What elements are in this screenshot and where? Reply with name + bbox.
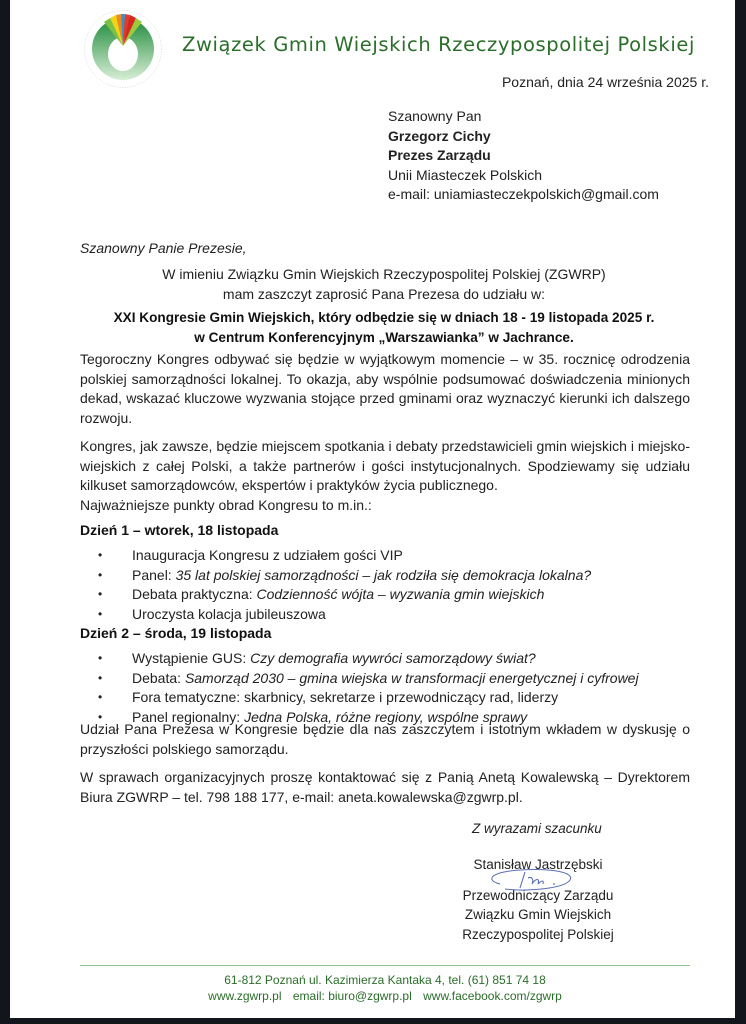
- footer-email-link[interactable]: email: biuro@zgwrp.pl: [292, 989, 412, 1003]
- addressee-email: e-mail: uniamiasteczekpolskich@gmail.com: [388, 186, 659, 202]
- invite-line: w Centrum Konferencyjnym „Warszawianka” w Jachrance.: [194, 329, 574, 345]
- addressee-position: Prezes Zarządu: [388, 147, 491, 163]
- intro-line: W imieniu Związku Gmin Wiejskich Rzeczypospolitej Polskiej (ZGWRP): [162, 266, 606, 282]
- bullet-icon: •: [98, 548, 103, 562]
- intro-line: mam zaszczyt zaprosić Pana Prezesa do udziału w:: [222, 285, 546, 302]
- agenda-list-day-1: [98, 546, 591, 624]
- agenda-item: • Wystąpienie GUS: Czy demografia wywróci samorządowy świat?: [98, 649, 639, 669]
- organization-title: Związek Gmin Wiejskich Rzeczypospolitej Polskiej: [182, 33, 695, 56]
- addressee-block: [388, 107, 659, 205]
- addressee-organization: Unii Miasteczek Polskich: [388, 166, 543, 183]
- invite-line: XXI Kongresie Gmin Wiejskich, który odbędzie się w dniach 18 - 19 listopada 2025 r.: [113, 310, 655, 325]
- agenda-item: • Panel regionalny: Jedna Polska, różne regiony, wspólne sprawy: [98, 708, 639, 728]
- bullet-icon: •: [98, 567, 103, 582]
- agenda-intro: Najważniejsze punkty obrad Kongresu to m.in.:: [80, 497, 372, 513]
- day-heading: Dzień 1 – wtorek, 18 listopada: [80, 522, 279, 538]
- signatory-name: Stanisław Jastrzębski: [473, 857, 603, 872]
- bullet-icon: •: [98, 690, 103, 705]
- bullet-icon: •: [98, 606, 103, 621]
- footer-facebook-link[interactable]: www.facebook.com/zgwrp: [423, 989, 562, 1003]
- agenda-item: • Uroczysta kolacja jubileuszowa: [98, 605, 591, 625]
- paragraph: Kongres, jak zawsze, będzie miejscem spotkania i debaty przedstawicieli gmin wiejskich i miejsko-wiejskich z całej Polski, a także partnerów i gości instytucjonalnych. Spodziewamy się udziału kilkuset samorządowców, ekspertów i praktyków życia publicznego.: [80, 438, 690, 493]
- bullet-icon: •: [98, 709, 103, 724]
- agenda-item: • Inauguracja Kongresu z udziałem gości VIP: [98, 546, 591, 566]
- agenda-item: • Fora tematyczne: skarbnicy, sekretarze i przewodniczący rad, liderzy: [98, 688, 639, 708]
- closing-phrase: Z wyrazami szacunku: [472, 821, 602, 836]
- letter-page: [10, 0, 735, 1018]
- footer: [80, 972, 690, 1004]
- day-heading: Dzień 2 – środa, 19 listopada: [80, 625, 272, 641]
- addressee-greeting: Szanowny Pan: [388, 108, 482, 124]
- handwritten-signature-icon: [480, 862, 590, 896]
- agenda-list-day-2: [98, 649, 639, 727]
- addressee-name: Grzegorz Cichy: [388, 127, 491, 144]
- paragraph: Udział Pana Prezesa w Kongresie będzie dla nas zaszczytem i istotnym wkładem w dyskusję o przyszłości polskiego samorządu.: [80, 721, 690, 757]
- signatory-title: Przewodniczący Zarządu: [462, 887, 614, 903]
- footer-links: [80, 988, 690, 1004]
- paragraph: Tegoroczny Kongres odbywać się będzie w wyjątkowym momencie – w 35. rocznicę odrodzenia polskiej samorządności lokalnej. To okazja, aby wspólnie podsumować doświadczenia minionych dekad, wskazać kluczowe wyzwania stojące przed gminami oraz wyznaczyć kierunki ich dalszego rozwoju.: [80, 351, 690, 426]
- signatory-title: Rzeczypospolitej Polskiej: [462, 926, 614, 942]
- agenda-item: • Debata praktyczna: Codzienność wójta – wyzwania gmin wiejskich: [98, 585, 591, 605]
- letter-date: Poznań, dnia 24 września 2025 r.: [501, 74, 709, 90]
- bullet-icon: •: [98, 651, 103, 665]
- zgwrp-logo-icon: [80, 8, 166, 88]
- signatory-title: Związku Gmin Wiejskich: [464, 907, 612, 922]
- intro-text: [80, 265, 688, 304]
- footer-divider: [80, 965, 690, 966]
- agenda-item: • Debata: Samorząd 2030 – gmina wiejska w transformacji energetycznej i cyfrowej: [98, 669, 639, 689]
- bullet-icon: •: [98, 670, 103, 685]
- footer-website-link[interactable]: www.zgwrp.pl: [208, 989, 282, 1003]
- agenda-item: • Panel: 35 lat polskiej samorządności – jak rodziła się demokracja lokalna?: [98, 566, 591, 586]
- salutation: Szanowny Panie Prezesie,: [80, 240, 247, 256]
- invitation-event: [80, 308, 688, 347]
- contact-paragraph: W sprawach organizacyjnych proszę kontaktować się z Panią Anetą Kowalewską – Dyrektorem Biura ZGWRP – tel. 798 188 177, e-mail: aneta.kowalewska@zgwrp.pl.: [80, 769, 690, 805]
- footer-address: 61-812 Poznań ul. Kazimierza Kantaka 4, tel. (61) 851 74 18: [224, 973, 546, 987]
- bullet-icon: •: [98, 587, 103, 602]
